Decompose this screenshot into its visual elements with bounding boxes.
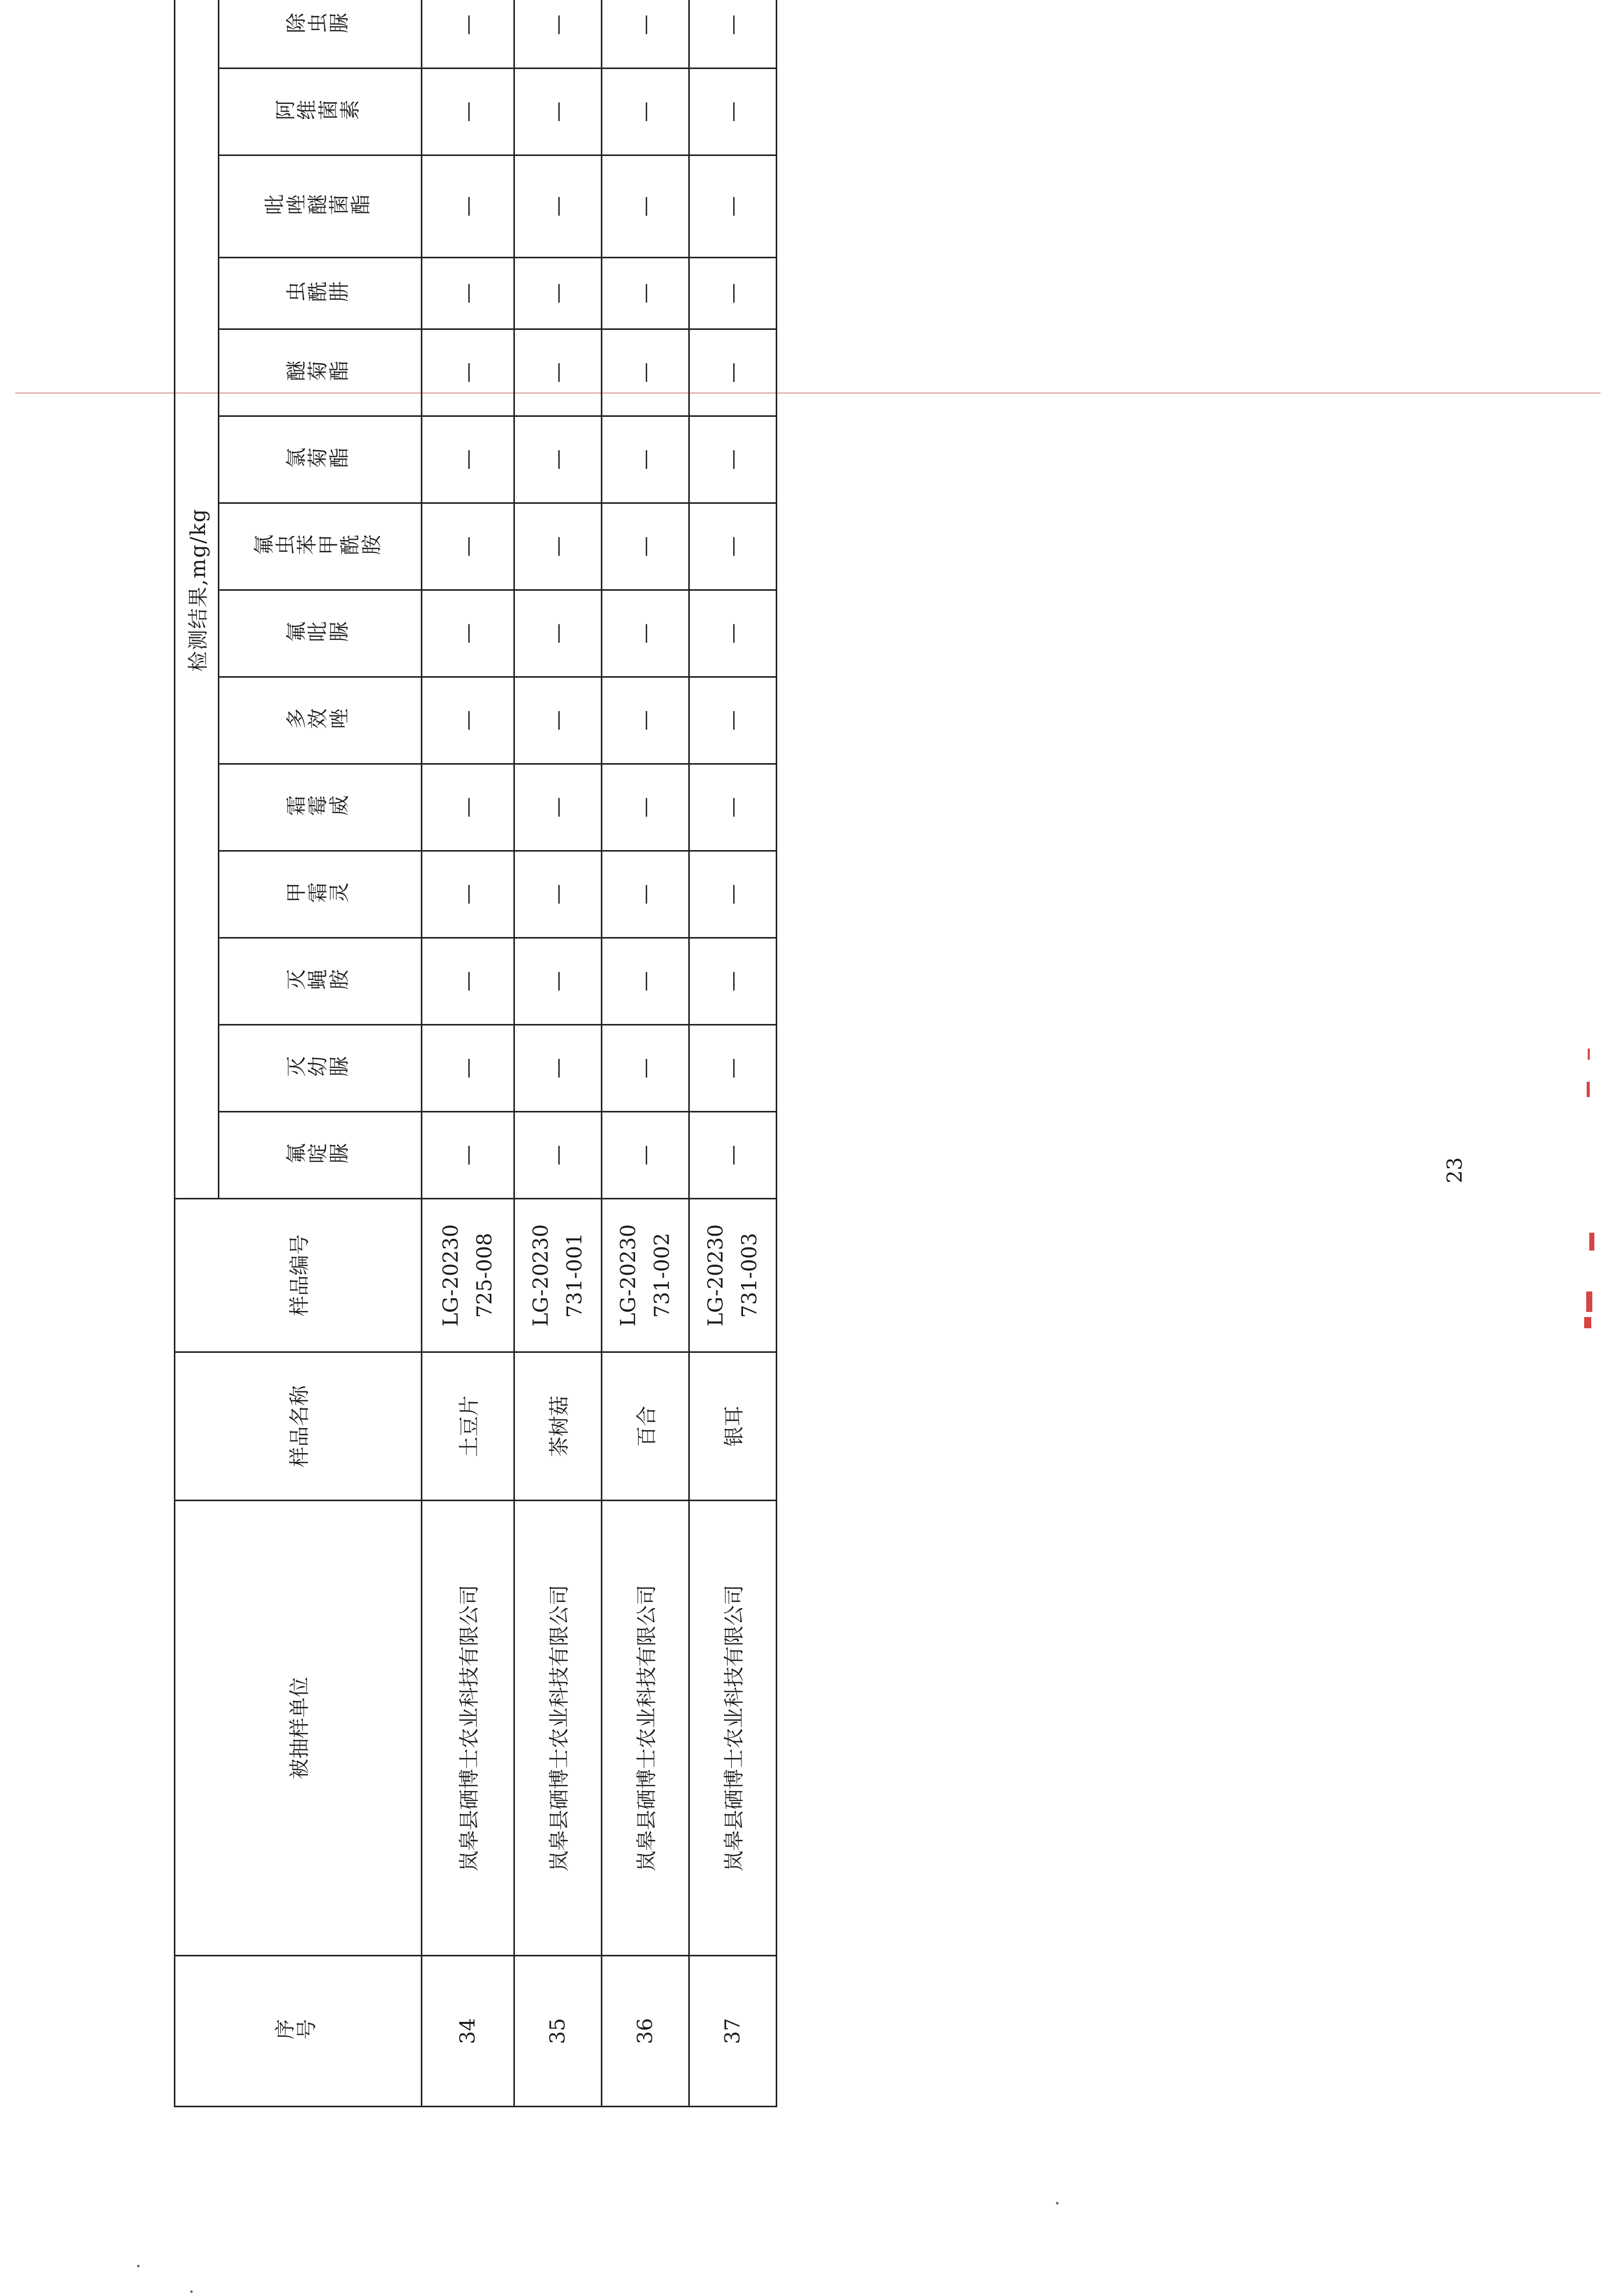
result-cell: —: [689, 258, 776, 329]
result-cell: —: [421, 1112, 514, 1199]
name-cell: 土豆片: [421, 1352, 514, 1501]
result-cell: —: [421, 938, 514, 1025]
result-cell: —: [514, 155, 601, 258]
result-cell: —: [421, 590, 514, 677]
result-cell: —: [421, 155, 514, 258]
result-cell: —: [421, 764, 514, 851]
name-cell: 银耳: [689, 1352, 776, 1501]
result-cell: —: [601, 1025, 689, 1112]
result-cell: —: [514, 938, 601, 1025]
code-line-2: 731-002: [650, 1233, 674, 1318]
result-cell: —: [601, 155, 689, 258]
code-line-1: LG-20230: [704, 1224, 728, 1327]
result-cell: —: [601, 764, 689, 851]
code-line-1: LG-20230: [439, 1224, 463, 1327]
name-cell: 百合: [601, 1352, 689, 1501]
result-cell: —: [689, 764, 776, 851]
result-cell: —: [689, 677, 776, 764]
result-cell: —: [689, 329, 776, 416]
analyte-header: 阿维菌素: [218, 69, 421, 155]
result-cell: —: [421, 416, 514, 503]
result-cell: —: [514, 69, 601, 155]
analyte-header: 醚菊酯: [218, 329, 421, 416]
result-cell: —: [689, 69, 776, 155]
result-cell: —: [514, 258, 601, 329]
code-line-2: 725-008: [472, 1233, 497, 1318]
result-cell: —: [514, 1025, 601, 1112]
red-scan-mark: [1588, 1049, 1590, 1060]
analyte-header: 甲霜灵: [218, 851, 421, 938]
unit-cell: 岚皋县硒博士农业科技有限公司: [689, 1501, 776, 1956]
table-row: [514, 0, 601, 2107]
analyte-header: 多效唑: [218, 677, 421, 764]
analyte-header: 除虫脲: [218, 0, 421, 69]
code-line-2: 731-003: [737, 1233, 761, 1318]
unit-header: 被抽样单位: [175, 1501, 422, 1956]
scan-speck: [190, 2290, 193, 2293]
analyte-header: 霜霉威: [218, 764, 421, 851]
result-cell: —: [689, 1112, 776, 1199]
result-cell: —: [689, 0, 776, 69]
result-cell: —: [601, 69, 689, 155]
result-cell: —: [421, 851, 514, 938]
result-cell: —: [514, 851, 601, 938]
result-cell: —: [601, 416, 689, 503]
result-cell: —: [689, 416, 776, 503]
result-cell: —: [421, 0, 514, 69]
code-cell: [421, 1199, 514, 1352]
result-cell: —: [689, 155, 776, 258]
result-cell: —: [421, 1025, 514, 1112]
analyte-header: 氟吡脲: [218, 590, 421, 677]
unit-cell: 岚皋县硒博士农业科技有限公司: [601, 1501, 689, 1956]
seq-cell: 37: [689, 1956, 776, 2107]
result-cell: —: [601, 503, 689, 590]
result-cell: —: [601, 851, 689, 938]
seq-cell: 36: [601, 1956, 689, 2107]
page-number: 23: [1443, 1157, 1467, 1184]
code-header: 样品编号: [175, 1199, 422, 1352]
result-cell: —: [514, 0, 601, 69]
result-cell: —: [421, 258, 514, 329]
analyte-header: 灭幼脲: [218, 1025, 421, 1112]
result-cell: —: [421, 677, 514, 764]
result-cell: —: [601, 258, 689, 329]
result-cell: —: [514, 764, 601, 851]
red-scan-mark: [1584, 1317, 1591, 1328]
unit-cell: 岚皋县硒博士农业科技有限公司: [514, 1501, 601, 1956]
code-cell: [514, 1199, 601, 1352]
result-cell: —: [514, 503, 601, 590]
result-cell: —: [689, 1025, 776, 1112]
result-cell: —: [689, 851, 776, 938]
analyte-header: 吡唑醚菌酯: [218, 155, 421, 258]
result-cell: —: [601, 0, 689, 69]
seq-cell: 34: [421, 1956, 514, 2107]
code-line-1: LG-20230: [529, 1224, 553, 1327]
result-cell: —: [514, 1112, 601, 1199]
analyte-header: 灭蝇胺: [218, 938, 421, 1025]
table-row: [421, 0, 514, 2107]
scan-speck: [137, 2265, 140, 2267]
code-cell: [689, 1199, 776, 1352]
red-scan-mark: [1587, 1082, 1590, 1097]
result-cell: —: [514, 329, 601, 416]
result-cell: —: [514, 677, 601, 764]
result-cell: —: [601, 329, 689, 416]
code-line-2: 731-001: [562, 1233, 587, 1318]
code-line-1: LG-20230: [616, 1224, 640, 1327]
report-table-container: [174, 13, 777, 2107]
result-cell: —: [601, 590, 689, 677]
result-cell: —: [689, 590, 776, 677]
analyte-header: 虫酰肼: [218, 258, 421, 329]
red-scan-mark: [1586, 1291, 1592, 1312]
result-cell: —: [601, 938, 689, 1025]
result-cell: —: [601, 1112, 689, 1199]
analyte-header: 氯菊酯: [218, 416, 421, 503]
result-cell: —: [514, 590, 601, 677]
code-cell: [601, 1199, 689, 1352]
result-cell: —: [514, 416, 601, 503]
unit-cell: 岚皋县硒博士农业科技有限公司: [421, 1501, 514, 1956]
scan-speck: [1056, 2202, 1058, 2204]
result-cell: —: [689, 503, 776, 590]
results-header: 检测结果,mg/kg: [175, 0, 219, 1199]
analyte-header: 氟虫苯甲酰胺: [218, 503, 421, 590]
result-cell: —: [601, 677, 689, 764]
result-cell: —: [421, 329, 514, 416]
seq-cell: 35: [514, 1956, 601, 2107]
analyte-header: 氟啶脲: [218, 1112, 421, 1199]
result-cell: —: [421, 503, 514, 590]
result-cell: —: [689, 938, 776, 1025]
results-table: [174, 0, 777, 2107]
name-header: 样品名称: [175, 1352, 422, 1501]
table-row: [689, 0, 776, 2107]
red-scan-mark: [1589, 1233, 1594, 1251]
result-cell: —: [421, 69, 514, 155]
table-row: [601, 0, 689, 2107]
seq-header: 序号: [175, 1956, 422, 2107]
name-cell: 茶树菇: [514, 1352, 601, 1501]
